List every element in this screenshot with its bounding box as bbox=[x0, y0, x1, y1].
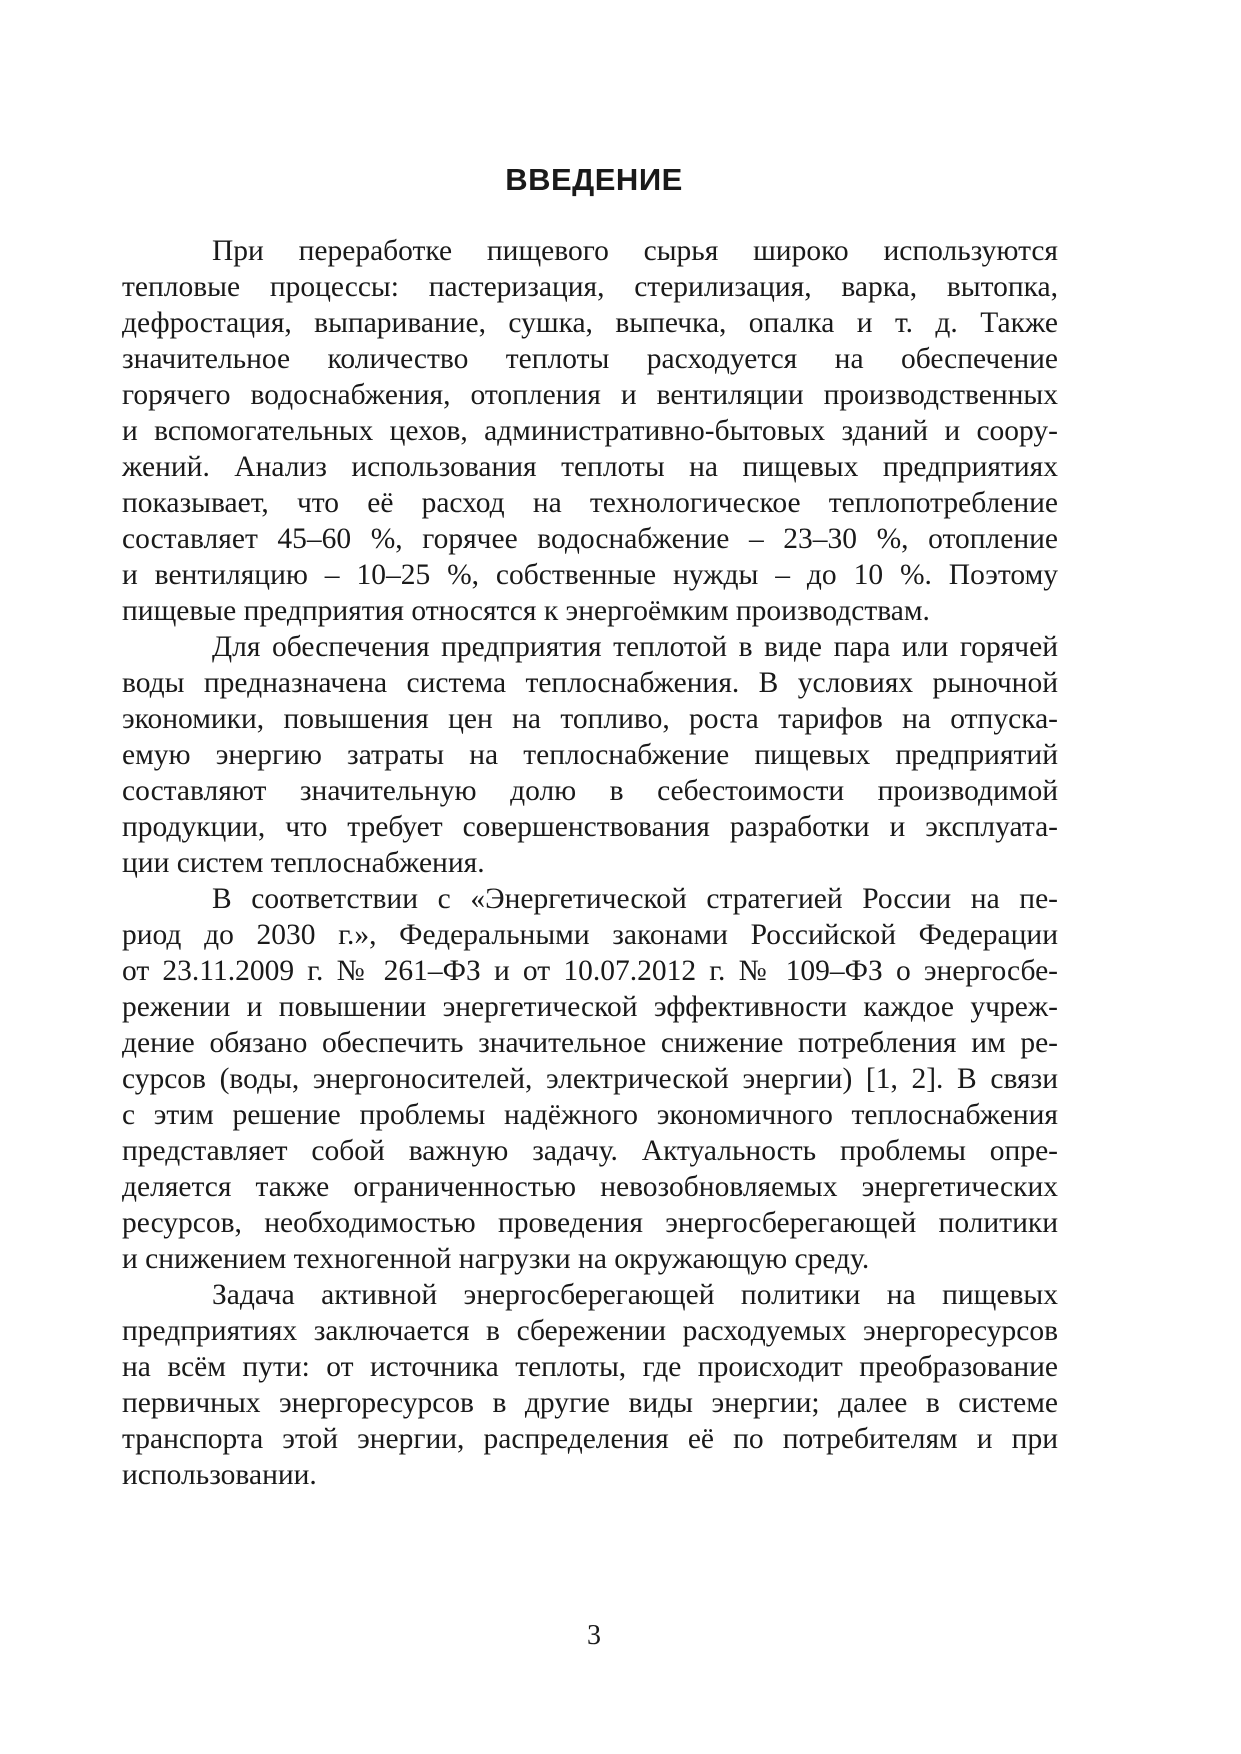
text-line: дение обязано обеспечить значительное снижение потребления им ре- bbox=[122, 1027, 1058, 1059]
text-line: от 23.11.2009 г. № 261–ФЗ и от 10.07.2012 г. № 109–ФЗ о энергосбе- bbox=[122, 955, 1058, 987]
text-line: Для обеспечения предприятия теплотой в виде пара или горячей bbox=[212, 631, 1058, 663]
text-line: ресурсов, необходимостью проведения энергосберегающей политики bbox=[122, 1207, 1058, 1239]
text-line: экономики, повышения цен на топливо, роста тарифов на отпуска- bbox=[122, 703, 1058, 735]
text-line: представляет собой важную задачу. Актуальность проблемы опре- bbox=[122, 1135, 1058, 1167]
text-line: и снижением техногенной нагрузки на окружающую среду. bbox=[122, 1243, 870, 1275]
text-line: значительное количество теплоты расходуется на обеспечение bbox=[122, 343, 1058, 375]
text-line: деляется также ограниченностью невозобновляемых энергетических bbox=[122, 1171, 1058, 1203]
page-title: ВВЕДЕНИЕ bbox=[505, 162, 683, 197]
text-line: При переработке пищевого сырья широко используются bbox=[212, 235, 1058, 267]
page-number: 3 bbox=[587, 1620, 601, 1651]
text-line: и вентиляцию – 10–25 %, собственные нужды – до 10 %. Поэтому bbox=[122, 559, 1058, 591]
text-line: пищевые предприятия относятся к энергоёмким производствам. bbox=[122, 595, 930, 627]
paragraph-3 bbox=[122, 881, 1058, 1277]
paragraph-2 bbox=[122, 629, 1058, 881]
text-line: показывает, что её расход на технологическое теплопотребление bbox=[122, 487, 1058, 519]
text-line: емую энергию затраты на теплоснабжение пищевых предприятий bbox=[122, 739, 1058, 771]
text-line: риод до 2030 г.», Федеральными законами Российской Федерации bbox=[122, 919, 1058, 951]
text-line: ции систем теплоснабжения. bbox=[122, 847, 485, 879]
text-line: тепловые процессы: пастеризация, стерилизация, варка, вытопка, bbox=[122, 271, 1058, 303]
text-line: режении и повышении энергетической эффективности каждое учреж- bbox=[122, 991, 1058, 1023]
text-line: и вспомогательных цехов, административно-бытовых зданий и соору- bbox=[122, 415, 1058, 447]
text-line: дефростация, выпаривание, сушка, выпечка, опалка и т. д. Также bbox=[122, 307, 1058, 339]
text-line: воды предназначена система теплоснабжения. В условиях рыночной bbox=[122, 667, 1058, 699]
text-line: сурсов (воды, энергоносителей, электрической энергии) [1, 2]. В связи bbox=[122, 1063, 1058, 1095]
text-line: первичных энергоресурсов в другие виды энергии; далее в системе bbox=[122, 1387, 1058, 1419]
paragraph-4 bbox=[122, 1277, 1058, 1493]
paragraph-1 bbox=[122, 233, 1058, 629]
text-line: жений. Анализ использования теплоты на пищевых предприятиях bbox=[122, 451, 1058, 483]
text-line: Задача активной энергосберегающей политики на пищевых bbox=[212, 1279, 1058, 1311]
text-line: составляют значительную долю в себестоимости производимой bbox=[122, 775, 1058, 807]
text-line: с этим решение проблемы надёжного экономичного теплоснабжения bbox=[122, 1099, 1058, 1131]
text-line: составляет 45–60 %, горячее водоснабжение – 23–30 %, отопление bbox=[122, 523, 1058, 555]
text-line: продукции, что требует совершенствования разработки и эксплуата- bbox=[122, 811, 1058, 843]
document-body bbox=[122, 233, 1058, 1493]
text-line: горячего водоснабжения, отопления и вентиляции производственных bbox=[122, 379, 1058, 411]
text-line: предприятиях заключается в сбережении расходуемых энергоресурсов bbox=[122, 1315, 1058, 1347]
text-line: на всём пути: от источника теплоты, где происходит преобразование bbox=[122, 1351, 1058, 1383]
text-line: использовании. bbox=[122, 1459, 317, 1491]
text-line: В соответствии с «Энергетической стратегией России на пе- bbox=[212, 883, 1058, 915]
text-line: транспорта этой энергии, распределения её по потребителям и при bbox=[122, 1423, 1058, 1455]
